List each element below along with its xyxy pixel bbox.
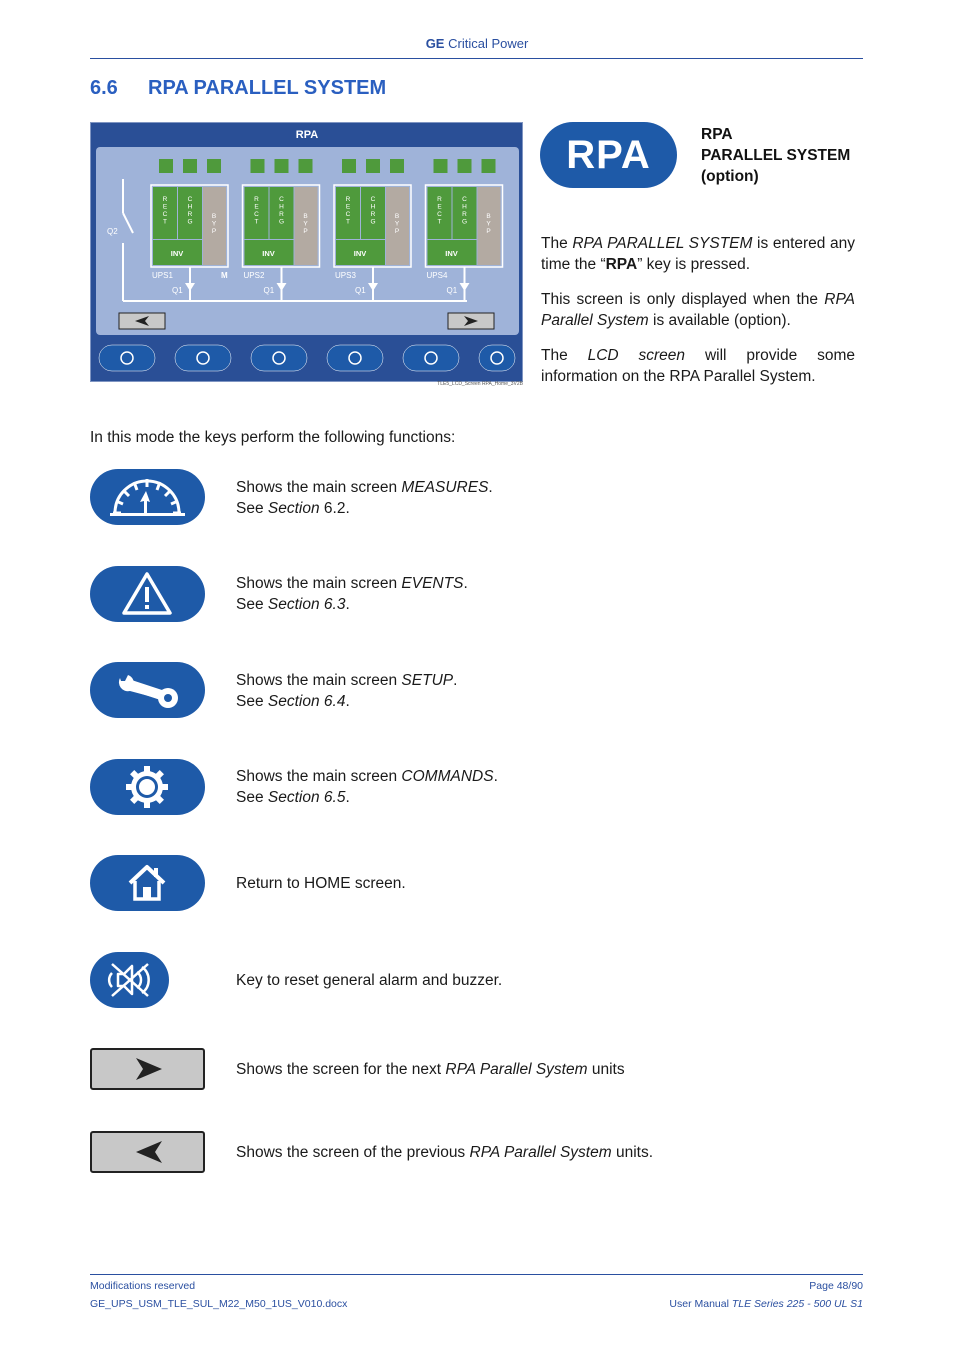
previous-arrow-icon	[92, 1133, 203, 1171]
unit-4-indicator-1	[434, 159, 448, 173]
unit-4-indicator-2	[458, 159, 472, 173]
home-icon	[90, 855, 205, 911]
mute-alarm-key	[90, 952, 169, 1008]
rpa-caption-line1: RPA	[701, 126, 733, 143]
previous-key-description: Shows the screen of the previous RPA Parallel System units.	[236, 1144, 653, 1161]
unit-1-indicator-3	[207, 159, 221, 173]
unit-1-chrg-label: C H R G	[187, 196, 193, 226]
unit-3-indicator-2	[366, 159, 380, 173]
lcd-events-key	[175, 345, 231, 371]
section-title: RPA PARALLEL SYSTEM	[148, 77, 387, 99]
unit-4-inv-label: INV	[445, 249, 458, 258]
commands-key	[90, 759, 205, 815]
brand-logo: GE	[425, 36, 445, 51]
mute-alarm-icon	[90, 952, 169, 1008]
home-key	[90, 855, 205, 911]
events-warning-icon	[90, 566, 205, 622]
unit-2-byp-label: B Y P	[303, 213, 308, 235]
unit-2-chrg-label: C H R G	[278, 196, 285, 226]
unit-1-byp-label: B Y P	[211, 213, 217, 235]
unit-2-indicator-1	[251, 159, 265, 173]
unit-1-rect-label: R E C T	[162, 196, 168, 226]
unit-3-chrg-label: C H R G	[370, 196, 376, 226]
events-key	[90, 566, 205, 622]
unit-2-indicator-3	[299, 159, 313, 173]
unit-2-rect-label: R E C T	[254, 196, 259, 226]
lcd-setup-key	[251, 345, 307, 371]
description-paragraph-3: The LCD screen will provide some information on the RPA Parallel System.	[541, 347, 856, 385]
unit-1-indicator-2	[183, 159, 197, 173]
footer-left-2: GE_UPS_USM_TLE_SUL_M22_M50_1US_V010.docx	[90, 1298, 348, 1310]
footer-page-number: Page 48/90	[809, 1280, 863, 1292]
rpa-key: RPA	[540, 122, 677, 188]
header-divider	[90, 58, 863, 59]
unit-3-rect-label: R E C T	[345, 196, 351, 226]
setup-key	[90, 662, 205, 718]
commands-key-description: Shows the main screen COMMANDS. See Section 6.5.	[236, 768, 498, 806]
lcd-home-key	[403, 345, 459, 371]
next-arrow-icon	[92, 1050, 203, 1088]
unit-4-q1-label: Q1	[446, 286, 458, 295]
unit-3-q1-label: Q1	[355, 286, 366, 295]
setup-key-description: Shows the main screen SETUP. See Section 6.4.	[236, 672, 458, 710]
unit-1-q1-label: Q1	[172, 286, 183, 295]
lcd-title: RPA	[295, 129, 319, 141]
footer-manual-title: User Manual TLE Series 225 - 500 UL S1	[669, 1298, 863, 1310]
master-mark: M	[221, 271, 228, 280]
unit-1-indicator-1	[159, 159, 173, 173]
unit-4-name: UPS4	[426, 271, 448, 280]
page-header	[0, 36, 954, 51]
unit-2-q1-label: Q1	[263, 286, 275, 295]
next-key-description: Shows the screen for the next RPA Parallel System units	[236, 1061, 625, 1078]
lcd-screen	[90, 122, 523, 382]
header-title: Critical Power	[448, 36, 529, 51]
rpa-key-caption	[701, 124, 850, 187]
unit-3-inv-label: INV	[353, 249, 367, 258]
unit-4-indicator-3	[482, 159, 496, 173]
unit-4-chrg-label: C H R G	[461, 196, 468, 226]
unit-2-inv-label: INV	[262, 249, 275, 258]
events-key-description: Shows the main screen EVENTS. See Section 6.3.	[236, 575, 468, 613]
description-paragraph-1: The RPA PARALLEL SYSTEM is entered any time the “RPA” key is pressed.	[541, 235, 855, 273]
lcd-commands-key	[327, 345, 383, 371]
lcd-mute-key	[479, 345, 515, 371]
commands-gear-icon	[90, 759, 205, 815]
setup-wrench-icon	[90, 662, 205, 718]
unit-3-byp-label: B Y P	[394, 213, 400, 235]
unit-2-name: UPS2	[243, 271, 265, 280]
home-key-description: Return to HOME screen.	[236, 875, 406, 892]
previous-key	[90, 1131, 205, 1173]
keys-intro: In this mode the keys perform the following functions:	[90, 429, 456, 446]
unit-3-name: UPS3	[335, 271, 356, 280]
rpa-caption-line3: (option)	[701, 168, 759, 185]
lcd-image-caption: TLE5_LCD_Screen RPA_Home_3V2B	[437, 381, 523, 387]
unit-4-byp-label: B Y P	[486, 213, 491, 235]
lcd-measures-key	[99, 345, 155, 371]
unit-4-rect-label: R E C T	[437, 196, 442, 226]
next-key	[90, 1048, 205, 1090]
unit-3-indicator-1	[342, 159, 356, 173]
q2-label: Q2	[107, 227, 118, 236]
footer-divider	[90, 1274, 863, 1275]
unit-3-indicator-3	[390, 159, 404, 173]
description-paragraph-2: This screen is only displayed when the RPA Parallel System is available (option).	[541, 291, 855, 329]
section-heading	[90, 77, 386, 100]
measures-gauge-icon	[90, 469, 205, 525]
unit-1-name: UPS1	[152, 271, 173, 280]
unit-2-indicator-2	[275, 159, 289, 173]
lcd-diagram	[91, 123, 524, 383]
footer-left-1: Modifications reserved	[90, 1280, 196, 1292]
section-number: 6.6	[90, 77, 118, 99]
unit-1-inv-label: INV	[170, 249, 184, 258]
rpa-caption-line2: PARALLEL SYSTEM	[701, 147, 851, 164]
mute-key-description: Key to reset general alarm and buzzer.	[236, 972, 503, 989]
measures-key-description: Shows the main screen MEASURES. See Section 6.2.	[236, 479, 493, 517]
measures-key	[90, 469, 205, 525]
